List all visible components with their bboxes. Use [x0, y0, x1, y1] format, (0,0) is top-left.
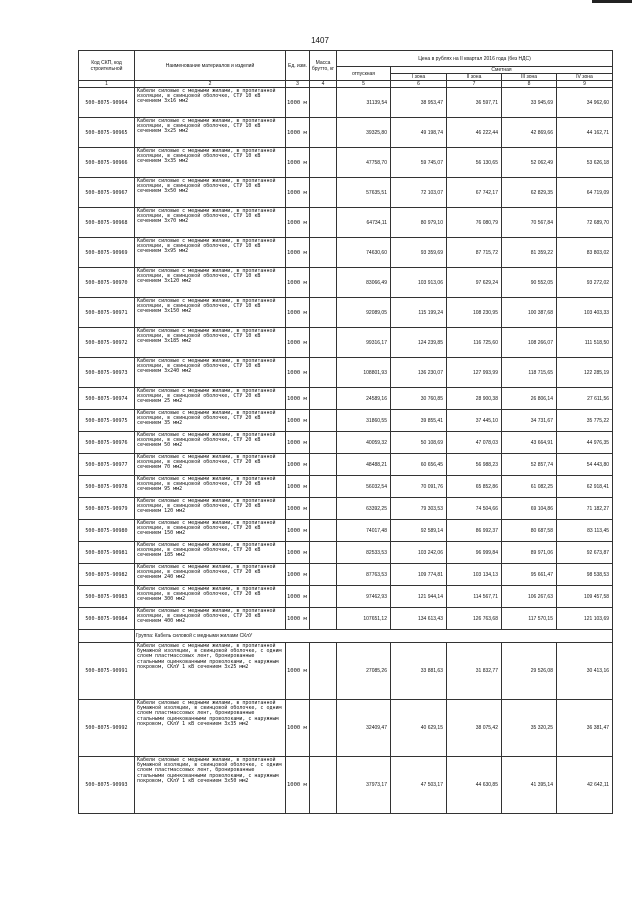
- price-zone4: 53 626,18: [557, 148, 613, 178]
- price-zone3: 41 395,14: [502, 757, 557, 814]
- price-release: 47758,70: [337, 148, 391, 178]
- price-zone3: 81 359,22: [502, 238, 557, 268]
- item-name: Кабели силовые с медными жилами, в пропитанной бумажной изоляции, в свинцовой оболочке, с одним слоем пластмассовых лент, бронированные стальными оцинкованными проволоками, с наружным покровом, СКлУ 1 кВ сечением 3х35 мм2: [135, 700, 286, 757]
- price-release: 37973,17: [337, 757, 391, 814]
- item-mass: [310, 328, 337, 358]
- price-zone2: 67 742,17: [447, 178, 502, 208]
- header-zone3: III зона: [502, 74, 557, 81]
- table-row: [79, 178, 613, 208]
- item-unit: 1000 м: [286, 432, 310, 454]
- price-zone1: 60 656,45: [391, 454, 447, 476]
- table-row: [79, 148, 613, 178]
- item-unit: 1000 м: [286, 118, 310, 148]
- item-unit: 1000 м: [286, 88, 310, 118]
- item-name: Кабели силовые с медными жилами, в пропитанной изоляции, в свинцовой оболочке, СТУ 10 кВ сечением 3х70 мм2: [135, 208, 286, 238]
- item-mass: [310, 586, 337, 608]
- table-row: [79, 564, 613, 586]
- item-name: Кабели силовые с медными жилами, в пропитанной изоляции, в свинцовой оболочке, СТУ 20 кВ сечением 95 мм2: [135, 476, 286, 498]
- item-unit: 1000 м: [286, 700, 310, 757]
- item-unit: 1000 м: [286, 476, 310, 498]
- column-number: 1: [79, 81, 135, 88]
- scan-mark: [592, 0, 632, 3]
- price-release: 82533,53: [337, 542, 391, 564]
- price-zone1: 92 589,14: [391, 520, 447, 542]
- price-zone1: 30 760,85: [391, 388, 447, 410]
- item-mass: [310, 358, 337, 388]
- price-zone3: 117 570,15: [502, 608, 557, 630]
- price-zone1: 70 091,76: [391, 476, 447, 498]
- item-unit: 1000 м: [286, 358, 310, 388]
- header-zone4: IV зона: [557, 74, 613, 81]
- price-zone4: 71 182,27: [557, 498, 613, 520]
- price-zone2: 65 852,86: [447, 476, 502, 498]
- price-zone3: 29 526,08: [502, 643, 557, 700]
- price-zone3: 52 062,49: [502, 148, 557, 178]
- item-name: Кабели силовые с медными жилами, в пропитанной изоляции, в свинцовой оболочке, СТУ 20 кВ сечением 185 мм2: [135, 542, 286, 564]
- price-zone3: 90 552,05: [502, 268, 557, 298]
- price-zone4: 27 611,56: [557, 388, 613, 410]
- column-number: 4: [310, 81, 337, 88]
- price-zone1: 80 979,10: [391, 208, 447, 238]
- item-unit: 1000 м: [286, 298, 310, 328]
- price-zone1: 59 745,07: [391, 148, 447, 178]
- item-code: 500-8075-90970: [79, 268, 135, 298]
- price-zone3: 61 082,25: [502, 476, 557, 498]
- price-zone1: 121 944,14: [391, 586, 447, 608]
- table-row: [79, 358, 613, 388]
- table-row: [79, 586, 613, 608]
- price-release: 83066,49: [337, 268, 391, 298]
- price-zone2: 126 763,68: [447, 608, 502, 630]
- price-zone1: 134 613,43: [391, 608, 447, 630]
- item-code: 500-8075-90975: [79, 410, 135, 432]
- price-release: 48488,21: [337, 454, 391, 476]
- column-number: 2: [135, 81, 286, 88]
- price-zone3: 43 664,91: [502, 432, 557, 454]
- column-number: 6: [391, 81, 447, 88]
- price-zone4: 64 719,09: [557, 178, 613, 208]
- price-zone4: 111 518,50: [557, 328, 613, 358]
- price-zone3: 89 971,06: [502, 542, 557, 564]
- item-code: 500-8075-90974: [79, 388, 135, 410]
- table-row: [79, 700, 613, 757]
- price-zone2: 56 988,23: [447, 454, 502, 476]
- item-mass: [310, 118, 337, 148]
- item-code: 500-8075-90992: [79, 700, 135, 757]
- price-zone3: 26 806,14: [502, 388, 557, 410]
- item-code: 500-8075-90991: [79, 643, 135, 700]
- item-name: Кабели силовые с медными жилами, в пропитанной изоляции, в свинцовой оболочке, СТУ 20 кВ сечением 35 мм2: [135, 410, 286, 432]
- price-zone2: 28 900,38: [447, 388, 502, 410]
- price-zone2: 76 080,79: [447, 208, 502, 238]
- item-name: Кабели силовые с медными жилами, в пропитанной изоляции, в свинцовой оболочке, СТУ 20 кВ сечением 400 мм2: [135, 608, 286, 630]
- price-zone1: 50 108,69: [391, 432, 447, 454]
- price-zone2: 31 832,77: [447, 643, 502, 700]
- price-zone1: 38 953,47: [391, 88, 447, 118]
- item-name: Кабели силовые с медными жилами, в пропитанной бумажной изоляции, в свинцовой оболочке, с одним слоем пластмассовых лент, бронированные стальными оцинкованными проволоками, с наружным покровом, СКлУ 1 кВ сечением 3х50 мм2: [135, 757, 286, 814]
- price-zone2: 36 597,71: [447, 88, 502, 118]
- price-release: 31139,54: [337, 88, 391, 118]
- item-unit: 1000 м: [286, 388, 310, 410]
- price-zone1: 79 303,53: [391, 498, 447, 520]
- item-mass: [310, 410, 337, 432]
- price-zone4: 42 642,11: [557, 757, 613, 814]
- item-code: 500-8075-90981: [79, 542, 135, 564]
- item-code: 500-8075-90979: [79, 498, 135, 520]
- price-zone1: 93 359,69: [391, 238, 447, 268]
- item-name: Кабели силовые с медными жилами, в пропитанной изоляции, в свинцовой оболочке, СТУ 20 кВ сечением 150 мм2: [135, 520, 286, 542]
- item-code: 500-8075-90971: [79, 298, 135, 328]
- item-mass: [310, 454, 337, 476]
- price-zone4: 122 285,19: [557, 358, 613, 388]
- item-name: Кабели силовые с медными жилами, в пропитанной изоляции, в свинцовой оболочке, СТУ 10 кВ сечением 3х25 мм2: [135, 118, 286, 148]
- price-zone2: 87 715,72: [447, 238, 502, 268]
- item-unit: 1000 м: [286, 643, 310, 700]
- price-zone2: 114 567,71: [447, 586, 502, 608]
- item-name: Кабели силовые с медными жилами, в пропитанной изоляции, в свинцовой оболочке, СТУ 20 кВ сечением 25 мм2: [135, 388, 286, 410]
- item-unit: 1000 м: [286, 542, 310, 564]
- price-zone1: 136 230,07: [391, 358, 447, 388]
- header-price-group: Цена в рублях на II квартал 2016 года (без НДС): [337, 51, 613, 67]
- item-unit: 1000 м: [286, 178, 310, 208]
- group-code-cell: [79, 630, 135, 643]
- item-code: 500-8075-90968: [79, 208, 135, 238]
- price-zone4: 36 381,47: [557, 700, 613, 757]
- price-zone3: 118 715,65: [502, 358, 557, 388]
- price-zone1: 39 855,41: [391, 410, 447, 432]
- price-release: 97462,93: [337, 586, 391, 608]
- price-release: 74017,48: [337, 520, 391, 542]
- price-release: 40059,32: [337, 432, 391, 454]
- price-zone4: 83 113,45: [557, 520, 613, 542]
- price-zone2: 96 999,84: [447, 542, 502, 564]
- column-number: 5: [337, 81, 391, 88]
- price-zone4: 35 775,22: [557, 410, 613, 432]
- table-row: [79, 432, 613, 454]
- table-row: [79, 88, 613, 118]
- item-name: Кабели силовые с медными жилами, в пропитанной изоляции, в свинцовой оболочке, СТУ 10 кВ сечением 3х50 мм2: [135, 178, 286, 208]
- price-zone3: 34 731,67: [502, 410, 557, 432]
- header-name: Наименование материалов и изделий: [135, 51, 286, 81]
- price-zone2: 56 130,65: [447, 148, 502, 178]
- header-zone2: II зона: [447, 74, 502, 81]
- price-zone4: 62 918,41: [557, 476, 613, 498]
- price-release: 108801,93: [337, 358, 391, 388]
- price-zone4: 72 689,70: [557, 208, 613, 238]
- item-mass: [310, 643, 337, 700]
- price-zone2: 74 504,66: [447, 498, 502, 520]
- item-mass: [310, 498, 337, 520]
- price-zone2: 44 630,85: [447, 757, 502, 814]
- item-name: Кабели силовые с медными жилами, в пропитанной изоляции, в свинцовой оболочке, СТУ 10 кВ сечением 3х185 мм2: [135, 328, 286, 358]
- price-zone1: 103 913,06: [391, 268, 447, 298]
- item-mass: [310, 564, 337, 586]
- table-row: [79, 410, 613, 432]
- price-zone1: 124 239,85: [391, 328, 447, 358]
- item-name: Кабели силовые с медными жилами, в пропитанной изоляции, в свинцовой оболочке, СТУ 10 кВ сечением 3х95 мм2: [135, 238, 286, 268]
- item-mass: [310, 608, 337, 630]
- price-zone4: 44 976,35: [557, 432, 613, 454]
- item-name: Кабели силовые с медными жилами, в пропитанной изоляции, в свинцовой оболочке, СТУ 20 кВ сечением 70 мм2: [135, 454, 286, 476]
- item-name: Кабели силовые с медными жилами, в пропитанной изоляции, в свинцовой оболочке, СТУ 20 кВ сечением 120 мм2: [135, 498, 286, 520]
- price-release: 63392,25: [337, 498, 391, 520]
- price-zone3: 95 661,47: [502, 564, 557, 586]
- price-zone2: 127 993,99: [447, 358, 502, 388]
- item-name: Кабели силовые с медными жилами, в пропитанной изоляции, в свинцовой оболочке, СТУ 10 кВ сечением 3х35 мм2: [135, 148, 286, 178]
- price-zone3: 70 567,84: [502, 208, 557, 238]
- price-zone3: 69 104,86: [502, 498, 557, 520]
- price-zone3: 42 869,66: [502, 118, 557, 148]
- price-zone2: 97 629,24: [447, 268, 502, 298]
- item-mass: [310, 88, 337, 118]
- table-row: [79, 268, 613, 298]
- price-release: 92089,05: [337, 298, 391, 328]
- price-release: 74630,60: [337, 238, 391, 268]
- price-release: 87763,53: [337, 564, 391, 586]
- price-zone2: 108 230,95: [447, 298, 502, 328]
- item-unit: 1000 м: [286, 410, 310, 432]
- item-name: Кабели силовые с медными жилами, в пропитанной изоляции, в свинцовой оболочке, СТУ 10 кВ сечением 3х240 мм2: [135, 358, 286, 388]
- table-row: [79, 208, 613, 238]
- price-zone1: 115 199,24: [391, 298, 447, 328]
- price-release: 31860,55: [337, 410, 391, 432]
- item-mass: [310, 238, 337, 268]
- item-mass: [310, 700, 337, 757]
- item-name: Кабели силовые с медными жилами, в пропитанной изоляции, в свинцовой оболочке, СТУ 20 кВ сечением 300 мм2: [135, 586, 286, 608]
- item-mass: [310, 388, 337, 410]
- price-zone3: 108 266,07: [502, 328, 557, 358]
- item-code: 500-8075-90965: [79, 118, 135, 148]
- price-zone4: 121 103,69: [557, 608, 613, 630]
- price-release: 57635,51: [337, 178, 391, 208]
- price-release: 56032,54: [337, 476, 391, 498]
- item-unit: 1000 м: [286, 238, 310, 268]
- price-zone4: 92 673,87: [557, 542, 613, 564]
- price-zone4: 54 443,80: [557, 454, 613, 476]
- price-release: 99316,17: [337, 328, 391, 358]
- price-zone3: 52 857,74: [502, 454, 557, 476]
- price-zone4: 83 803,02: [557, 238, 613, 268]
- item-unit: 1000 м: [286, 608, 310, 630]
- item-unit: 1000 м: [286, 498, 310, 520]
- price-table: [78, 50, 613, 814]
- price-zone4: 93 272,02: [557, 268, 613, 298]
- item-name: Кабели силовые с медными жилами, в пропитанной изоляции, в свинцовой оболочке, СТУ 20 кВ сечением 240 мм2: [135, 564, 286, 586]
- item-unit: 1000 м: [286, 268, 310, 298]
- price-zone3: 35 320,25: [502, 700, 557, 757]
- price-zone4: 34 962,60: [557, 88, 613, 118]
- table-row: [79, 520, 613, 542]
- table-row: [79, 608, 613, 630]
- item-code: 500-8075-90976: [79, 432, 135, 454]
- item-mass: [310, 148, 337, 178]
- item-unit: 1000 м: [286, 208, 310, 238]
- table-row: [79, 542, 613, 564]
- header-release: отпускная: [337, 67, 391, 81]
- item-name: Кабели силовые с медными жилами, в пропитанной изоляции, в свинцовой оболочке, СТУ 10 кВ сечением 3х16 мм2: [135, 88, 286, 118]
- price-release: 27085,26: [337, 643, 391, 700]
- item-unit: 1000 м: [286, 148, 310, 178]
- price-zone1: 103 242,06: [391, 542, 447, 564]
- price-zone3: 62 829,35: [502, 178, 557, 208]
- price-zone2: 86 992,37: [447, 520, 502, 542]
- item-mass: [310, 757, 337, 814]
- item-unit: 1000 м: [286, 586, 310, 608]
- price-zone4: 109 457,58: [557, 586, 613, 608]
- item-code: 500-8075-90977: [79, 454, 135, 476]
- price-zone3: 106 267,63: [502, 586, 557, 608]
- item-mass: [310, 208, 337, 238]
- price-zone1: 72 103,07: [391, 178, 447, 208]
- price-zone1: 49 198,74: [391, 118, 447, 148]
- header-estimate: Сметная: [391, 67, 613, 74]
- table-row: [79, 643, 613, 700]
- column-number: 7: [447, 81, 502, 88]
- price-release: 39325,80: [337, 118, 391, 148]
- item-mass: [310, 298, 337, 328]
- item-code: 500-8075-90993: [79, 757, 135, 814]
- price-zone2: 47 078,03: [447, 432, 502, 454]
- item-code: 500-8075-90978: [79, 476, 135, 498]
- price-zone2: 46 222,44: [447, 118, 502, 148]
- item-mass: [310, 476, 337, 498]
- price-zone2: 103 134,13: [447, 564, 502, 586]
- item-code: 500-8075-90972: [79, 328, 135, 358]
- item-code: 500-8075-90973: [79, 358, 135, 388]
- price-zone1: 109 774,81: [391, 564, 447, 586]
- item-code: 500-8075-90967: [79, 178, 135, 208]
- item-unit: 1000 м: [286, 520, 310, 542]
- item-mass: [310, 432, 337, 454]
- price-zone1: 47 503,17: [391, 757, 447, 814]
- price-zone3: 33 945,69: [502, 88, 557, 118]
- price-release: 32409,47: [337, 700, 391, 757]
- table-row: [79, 454, 613, 476]
- price-zone4: 44 162,71: [557, 118, 613, 148]
- price-zone1: 33 881,63: [391, 643, 447, 700]
- item-unit: 1000 м: [286, 757, 310, 814]
- price-release: 64734,11: [337, 208, 391, 238]
- item-code: 500-8075-90982: [79, 564, 135, 586]
- table-row: [79, 298, 613, 328]
- table-row: [79, 498, 613, 520]
- price-zone4: 103 403,33: [557, 298, 613, 328]
- price-zone1: 40 629,15: [391, 700, 447, 757]
- header-mass: Масса брутто, кг: [310, 51, 337, 81]
- table-row: [79, 757, 613, 814]
- column-number: 8: [502, 81, 557, 88]
- item-unit: 1000 м: [286, 454, 310, 476]
- page-number: 1407: [311, 36, 329, 45]
- price-zone3: 80 687,58: [502, 520, 557, 542]
- item-mass: [310, 178, 337, 208]
- item-code: 500-8075-90966: [79, 148, 135, 178]
- price-zone4: 30 413,16: [557, 643, 613, 700]
- price-zone2: 116 725,60: [447, 328, 502, 358]
- item-name: Кабели силовые с медными жилами, в пропитанной изоляции, в свинцовой оболочке, СТУ 10 кВ сечением 3х120 мм2: [135, 268, 286, 298]
- item-name: Кабели силовые с медными жилами, в пропитанной бумажной изоляции, в свинцовой оболочке, с одним слоем пластмассовых лент, бронированные стальными оцинкованными проволоками, с наружным покровом, СКлУ 1 кВ сечением 3х25 мм2: [135, 643, 286, 700]
- table-row: [79, 328, 613, 358]
- header-unit: Ед. изм.: [286, 51, 310, 81]
- item-code: 500-8075-90969: [79, 238, 135, 268]
- item-mass: [310, 542, 337, 564]
- item-code: 500-8075-90980: [79, 520, 135, 542]
- price-zone3: 100 387,68: [502, 298, 557, 328]
- item-code: 500-8075-90984: [79, 608, 135, 630]
- column-numbers-row: [79, 81, 613, 88]
- price-zone2: 37 445,10: [447, 410, 502, 432]
- column-number: 3: [286, 81, 310, 88]
- header-code: Код СКП, код строительной: [79, 51, 135, 81]
- price-zone4: 98 538,53: [557, 564, 613, 586]
- table-row: [79, 118, 613, 148]
- item-code: 500-8075-90983: [79, 586, 135, 608]
- item-mass: [310, 520, 337, 542]
- group-label: Группа: Кабель силовой с медными жилами СКлУ: [135, 630, 613, 643]
- price-release: 107651,12: [337, 608, 391, 630]
- table-row: [79, 238, 613, 268]
- header-zone1: I зона: [391, 74, 447, 81]
- item-unit: 1000 м: [286, 328, 310, 358]
- item-code: 500-8075-90964: [79, 88, 135, 118]
- table-row: [79, 476, 613, 498]
- item-unit: 1000 м: [286, 564, 310, 586]
- column-number: 9: [557, 81, 613, 88]
- item-name: Кабели силовые с медными жилами, в пропитанной изоляции, в свинцовой оболочке, СТУ 10 кВ сечением 3х150 мм2: [135, 298, 286, 328]
- price-release: 24589,16: [337, 388, 391, 410]
- table-row: [79, 388, 613, 410]
- item-name: Кабели силовые с медными жилами, в пропитанной изоляции, в свинцовой оболочке, СТУ 20 кВ сечением 50 мм2: [135, 432, 286, 454]
- item-mass: [310, 268, 337, 298]
- price-zone2: 38 075,42: [447, 700, 502, 757]
